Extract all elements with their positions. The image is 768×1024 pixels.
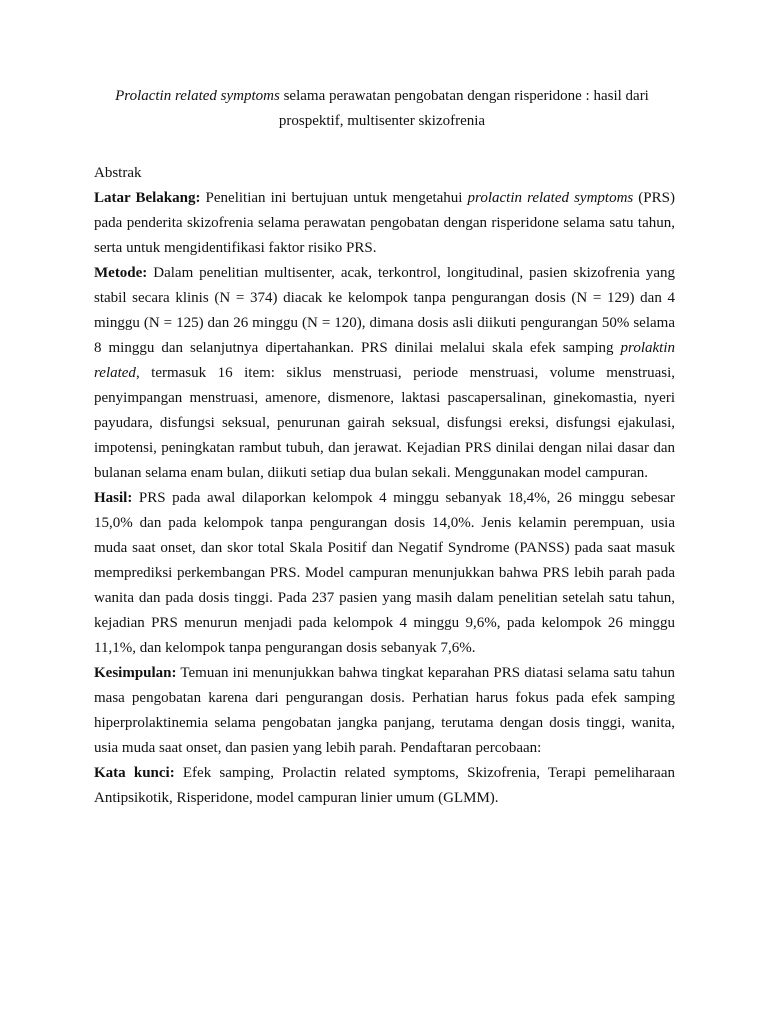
background-paragraph [94,186,675,261]
abstract-body [94,161,675,811]
methods-label: Metode: [94,265,148,281]
methods-text-2: , termasuk 16 item: siklus menstruasi, periode menstruasi, volume menstruasi, penyimpangan menstruasi, amenore, dismenore, laktasi pascapersalinan, ginekomastia, nyeri payudara, disfungsi seksual, penurunan gairah seksual, disfungsi ereksi, disfungsi ejakulasi, impotensi, peningkatan rambut tubuh, dan jerawat. Kejadian PRS dinilai dengan nilai dasar dan bulanan selama enam bulan, diikuti setiap dua bulan sekali. Menggunakan model campuran. [94,365,675,481]
conclusion-label: Kesimpulan: [94,665,177,681]
keywords-paragraph [94,761,675,811]
abstract-heading: Abstrak [94,165,142,181]
conclusion-text: Temuan ini menunjukkan bahwa tingkat keparahan PRS diatasi selama satu tahun masa pengobatan karena dari pengurangan dosis. Perhatian harus fokus pada efek samping hiperprolaktinemia selama pengobatan jangka panjang, terutama dengan dosis tinggi, wanita, usia muda saat onset, dan pasien yang lebih parah. Pendaftaran percobaan: [94,665,675,756]
results-text: PRS pada awal dilaporkan kelompok 4 minggu sebanyak 18,4%, 26 minggu sebesar 15,0% dan pada kelompok tanpa pengurangan dosis 14,0%. Jenis kelamin perempuan, usia muda saat onset, dan skor total Skala Positif dan Negatif Syndrome (PANSS) pada saat masuk memprediksi perkembangan PRS. Model campuran menunjukkan bahwa PRS lebih parah pada wanita dan pada dosis tinggi. Pada 237 pasien yang masih dalam penelitian setelah satu tahun, kejadian PRS menurun menjadi pada kelompok 4 minggu 9,6%, pada kelompok 26 minggu 11,1%, dan kelompok tanpa pengurangan dosis sebanyak 7,6%. [94,490,675,656]
keywords-text: Efek samping, Prolactin related symptoms, Skizofrenia, Terapi pemeliharaan Antipsikotik, Risperidone, model campuran linier umum (GLMM). [94,765,675,806]
title-rest: selama perawatan pengobatan dengan risperidone : hasil dari prospektif, multisenter skizofrenia [278,88,649,129]
document-title [90,84,674,134]
methods-text-1: Dalam penelitian multisenter, acak, terkontrol, longitudinal, pasien skizofrenia yang stabil secara klinis (N = 374) diacak ke kelompok tanpa pengurangan dosis (N = 129) dan 4 minggu (N = 125) dan 26 minggu (N = 120), dimana dosis asli diikuti pengurangan 50% selama 8 minggu dan selanjutnya dipertahankan. PRS dinilai melalui skala efek samping [94,265,675,356]
background-label: Latar Belakang: [94,190,201,206]
keywords-label: Kata kunci: [94,765,175,781]
results-paragraph [94,486,675,661]
conclusion-paragraph [94,661,675,761]
background-text-1: Penelitian ini bertujuan untuk mengetahui [200,190,468,206]
background-text-2: (PRS) pada penderita skizofrenia selama perawatan pengobatan dengan risperidone selama satu tahun, serta untuk mengidentifikasi faktor risiko PRS. [94,190,675,256]
results-label: Hasil: [94,490,133,506]
title-italic-part: Prolactin related symptoms [115,88,280,104]
background-italic: prolactin related symptoms [467,190,634,206]
methods-paragraph [94,261,675,486]
methods-italic: prolaktin related [94,340,675,381]
